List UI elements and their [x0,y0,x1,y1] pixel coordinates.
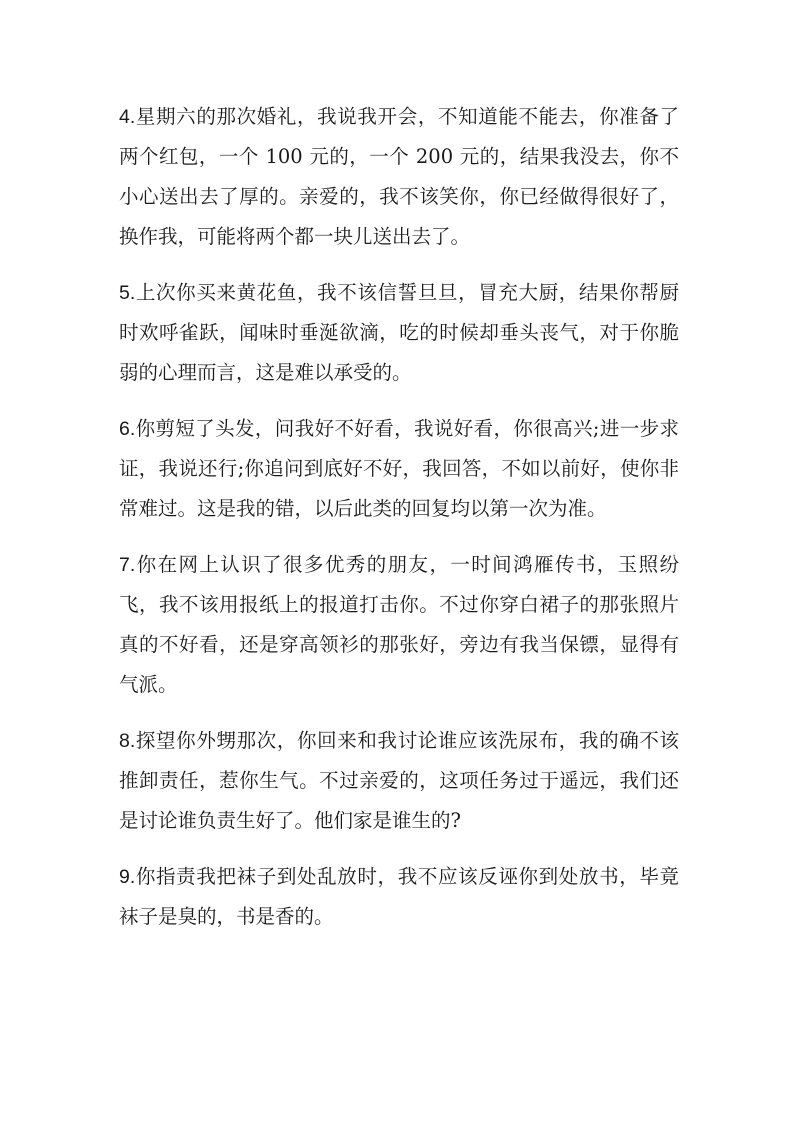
paragraph-number: 9. [119,866,136,888]
paragraph-text: 星期六的那次婚礼，我说我开会，不知道能不能去，你准备了两个红包，一个 100 元的，一个 200 元的，结果我没去，你不小心送出去了厚的。亲爱的，我不该笑你，你已经做得很好了，换作我，可能将两个都一块儿送出去了。 [119,105,679,248]
paragraph-9 [119,857,679,937]
paragraph-5 [119,273,679,393]
paragraph-text: 你剪短了头发，问我好不好看，我说好看，你很高兴;进一步求证，我说还行;你追问到底好不好，我回答，不如以前好，使你非常难过。这是我的错，以后此类的回复均以第一次为准。 [119,417,679,520]
paragraph-6 [119,409,679,529]
paragraph-text: 探望你外甥那次，你回来和我讨论谁应该洗尿布，我的确不该推卸责任，惹你生气。不过亲爱的，这项任务过于遥远，我们还是讨论谁负责生好了。他们家是谁生的? [119,729,679,832]
paragraph-text: 上次你买来黄花鱼，我不该信誓旦旦，冒充大厨，结果你帮厨时欢呼雀跃，闻味时垂涎欲滴，吃的时候却垂头丧气，对于你脆弱的心理而言，这是难以承受的。 [119,281,679,384]
paragraph-text: 你在网上认识了很多优秀的朋友，一时间鸿雁传书，玉照纷飞，我不该用报纸上的报道打击你。不过你穿白裙子的那张照片真的不好看，还是穿高领衫的那张好，旁边有我当保镖，显得有气派。 [119,553,679,696]
paragraph-number: 4. [119,106,136,128]
paragraph-7 [119,545,679,705]
paragraph-8 [119,721,679,841]
paragraph-number: 8. [119,730,136,752]
paragraph-4 [119,97,679,257]
paragraph-text: 你指责我把袜子到处乱放时，我不应该反诬你到处放书，毕竟袜子是臭的，书是香的。 [119,865,679,928]
paragraph-number: 6. [119,418,136,440]
paragraph-number: 5. [119,282,136,304]
paragraph-number: 7. [119,554,136,576]
document-body [119,97,679,953]
